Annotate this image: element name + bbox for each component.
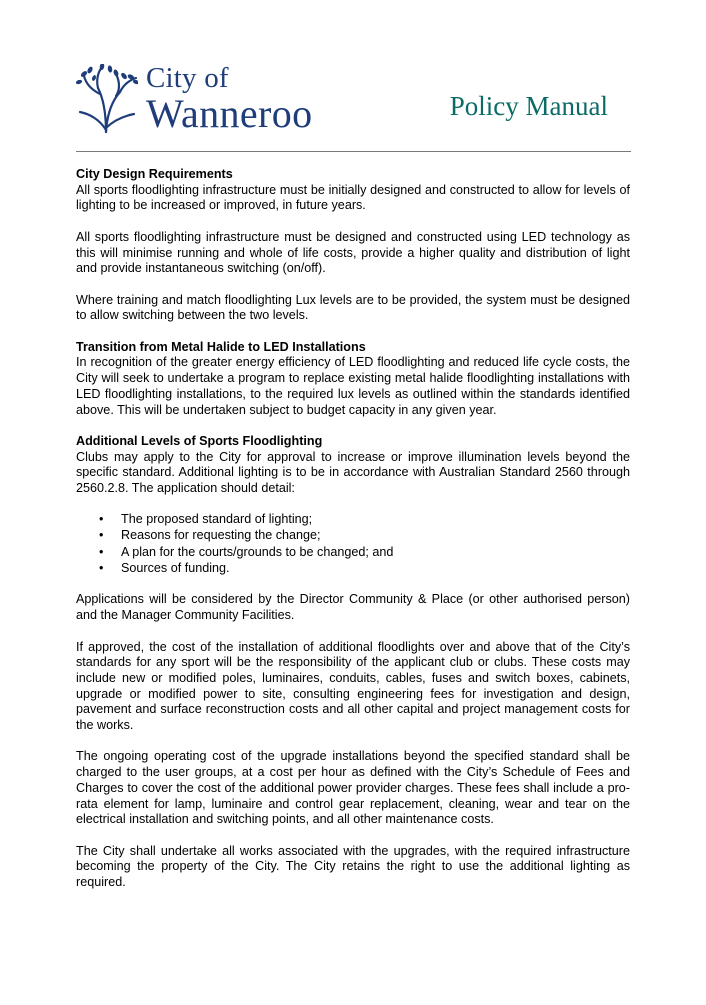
paragraph: The ongoing operating cost of the upgrade installations beyond the specified standard shall be charged to the user groups, at a cost per hour as defined with the City’s Schedule of Fees and Charges to cover the cost of the additional power provider charges. These fees shall include a pro-rata element for lamp, luminaire and control gear replacement, cleaning, wear and tear on the electrical installation and switching points, and all other maintenance costs. [76, 749, 630, 827]
paragraph: In recognition of the greater energy efficiency of LED floodlighting and reduced life cycle costs, the City will seek to undertake a program to replace existing metal halide floodlighting installations with LED floodlighting installations, to the required lux levels as outlined within the standards identified above. This will be undertaken subject to budget capacity in any given year. [76, 355, 630, 417]
list-item-text: The proposed standard of lighting; [121, 512, 313, 527]
page-header [0, 0, 706, 152]
list-item-text: A plan for the courts/grounds to be changed; and [121, 544, 394, 559]
bullet-icon: • [99, 560, 104, 575]
list-item [76, 512, 630, 528]
paragraph: If approved, the cost of the installation of additional floodlights over and above that of the City’s standards for any sport will be the responsibility of the applicant club or clubs. These costs may include new or modified poles, luminaires, conduits, cables, fuses and switch boxes, cabinets, upgrade or modified power to site, consulting engineering fees for investigation and design, pavement and surface reconstruction costs and all other capital and project management costs for the works. [76, 639, 630, 733]
list-item [76, 528, 630, 544]
paragraph: Where training and match floodlighting Lux levels are to be provided, the system must be designed to allow switching between the two levels. [76, 292, 630, 323]
paragraph: All sports floodlighting infrastructure must be designed and constructed using LED technology as this will minimise running and whole of life costs, provide a higher quality and distribution of light and provide instantaneous switching (on/off). [76, 229, 630, 276]
wanneroo-flora-logo-icon [76, 64, 138, 134]
paragraph: All sports floodlighting infrastructure must be initially designed and constructed to allow for levels of lighting to be increased or improved, in future years. [76, 182, 630, 213]
application-detail-list [76, 512, 630, 576]
paragraph: Applications will be considered by the Director Community & Place (or other authorised person) and the Manager Community Facilities. [76, 592, 630, 623]
list-item [76, 545, 630, 561]
paragraph: The City shall undertake all works associated with the upgrades, with the required infrastructure becoming the property of the City. The City retains the right to use the additional lighting as required. [76, 843, 630, 890]
policy-manual-title: Policy Manual [449, 91, 608, 121]
list-item [76, 561, 630, 577]
list-item-text: Reasons for requesting the change; [121, 528, 321, 543]
section-heading-transition: Transition from Metal Halide to LED Installations [76, 339, 366, 354]
bullet-icon: • [99, 528, 104, 543]
logo-text-wanneroo: Wanneroo [146, 91, 313, 136]
section-heading-city-design: City Design Requirements [76, 167, 233, 181]
logo-text-city-of: City of [146, 62, 229, 94]
list-item-text: Sources of funding. [121, 560, 230, 575]
section-heading-additional-levels: Additional Levels of Sports Floodlighting [76, 433, 323, 448]
policy-body [76, 167, 630, 891]
bullet-icon: • [99, 544, 104, 559]
paragraph: Clubs may apply to the City for approval to increase or improve illumination levels beyond the specific standard. Additional lighting is to be in accordance with Australian Standard 2560 through 2560.2.8. The application should detail: [76, 449, 630, 495]
header-divider [76, 151, 631, 152]
bullet-icon: • [99, 512, 104, 527]
city-logo [76, 64, 326, 136]
